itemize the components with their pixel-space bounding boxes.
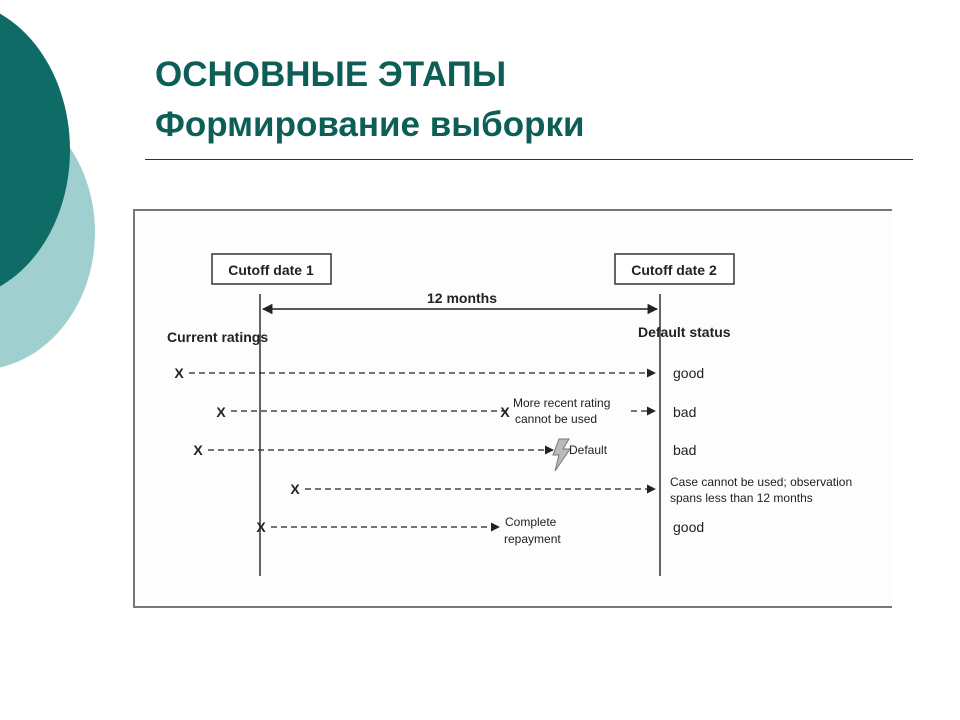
rating-marker: X — [256, 519, 266, 535]
note-default: Default — [569, 443, 608, 457]
note-more-recent-rating: More recent rating — [513, 396, 611, 410]
slide-title-line1: ОСНОВНЫЕ ЭТАПЫ — [155, 55, 507, 94]
diagram-canvas — [135, 211, 892, 606]
cutoff-date-1-label: Cutoff date 1 — [228, 262, 314, 278]
rating-marker: X — [216, 404, 226, 420]
rating-marker: X — [290, 481, 300, 497]
slide-title-line2: Формирование выборки — [155, 105, 585, 144]
rating-marker: X — [174, 365, 184, 381]
note-repayment: repayment — [504, 532, 561, 546]
status-bad: bad — [673, 404, 697, 420]
status-good: good — [673, 365, 705, 381]
note-cannot-be-used: cannot be used — [515, 412, 598, 426]
note-complete: Complete — [505, 515, 557, 529]
period-label: 12 months — [426, 290, 498, 306]
rating-marker: X — [193, 442, 203, 458]
status-bad: bad — [673, 442, 697, 458]
status-good: good — [673, 519, 705, 535]
title-divider — [145, 159, 913, 160]
sampling-diagram — [133, 209, 892, 608]
slide-title — [155, 50, 585, 150]
status-case-cannot-be-used: Case cannot be used; observation — [670, 475, 853, 489]
default-status-header: Default status — [638, 324, 731, 340]
cutoff-date-2-label: Cutoff date 2 — [631, 262, 717, 278]
status-observation-span: spans less than 12 months — [670, 491, 813, 505]
lightning-icon — [553, 439, 570, 471]
current-ratings-header: Current ratings — [167, 329, 269, 345]
recent-rating-marker: X — [500, 404, 510, 420]
